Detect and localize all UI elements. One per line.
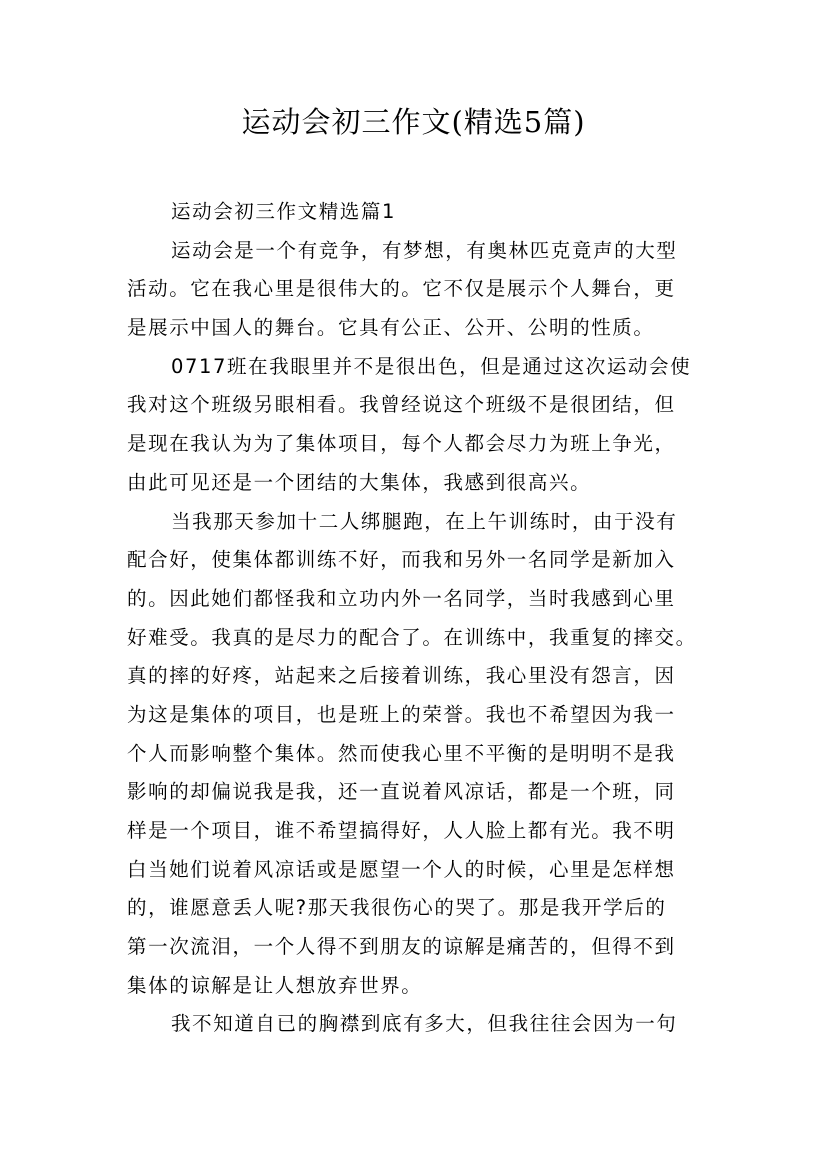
paragraph-line: 当我那天参加十二人绑腿跑，在上午训练时，由于没有 [171, 509, 678, 533]
paragraph-line: 影响的却偏说我是我，还一直说着风凉话，都是一个班，同 [127, 780, 676, 804]
paragraph-line: 白当她们说着风凉话或是愿望一个人的时候，心里是怎样想 [127, 857, 676, 881]
paragraph-line: 运动会是一个有竞争，有梦想，有奥林匹克竟声的大型 [171, 238, 678, 262]
paragraph-line: 样是一个项目，谁不希望搞得好，人人脸上都有光。我不明 [127, 819, 676, 842]
document-title: 运动会初三作文(精选5篇) [241, 105, 586, 139]
paragraph-line: 第一次流泪，一个人得不到朋友的谅解是痛苦的，但得不到 [127, 935, 676, 959]
paragraph-line: 配合好，使集体都训练不好，而我和另外一名同学是新加入 [127, 548, 676, 572]
paragraph-line: 真的摔的好疼，站起来之后接着训练，我心里没有怨言，因 [127, 664, 676, 688]
paragraph-line: 集体的谅解是让人想放弃世界。 [127, 973, 423, 997]
paragraph-line: 是现在我认为为了集体项目，每个人都会尽力为班上争光， [127, 432, 676, 456]
paragraph-line: 个人而影响整个集体。然而使我心里不平衡的是明明不是我 [127, 741, 676, 765]
paragraph-line: 的。因此她们都怪我和立功内外一名同学，当时我感到心里 [127, 586, 676, 610]
paragraph-line: 0717班在我眼里并不是很出色，但是通过这次运动会使 [171, 354, 692, 378]
paragraph-line: 好难受。我真的是尽力的配合了。在训练中，我重复的摔交。 [127, 625, 697, 649]
paragraph-line: 的，谁愿意丢人呢?那天我很伤心的哭了。那是我开学后的 [127, 896, 667, 920]
paragraph-line: 我对这个班级另眼相看。我曾经说这个班级不是很团结，但 [127, 393, 676, 417]
paragraph-line: 我不知道自已的胸襟到底有多大，但我往往会因为一句 [171, 1012, 678, 1036]
section-heading: 运动会初三作文精选篇1 [171, 200, 397, 223]
document-body [127, 193, 707, 1044]
paragraph-line: 由此可见还是一个团结的大集体，我感到很高兴。 [127, 470, 592, 494]
paragraph-line: 为这是集体的项目，也是班上的荣誉。我也不希望因为我一 [127, 702, 676, 726]
paragraph-line: 是展示中国人的舞台。它具有公正、公开、公明的性质。 [127, 316, 655, 340]
paragraph-line: 活动。它在我心里是很伟大的。它不仅是展示个人舞台，更 [127, 277, 676, 301]
